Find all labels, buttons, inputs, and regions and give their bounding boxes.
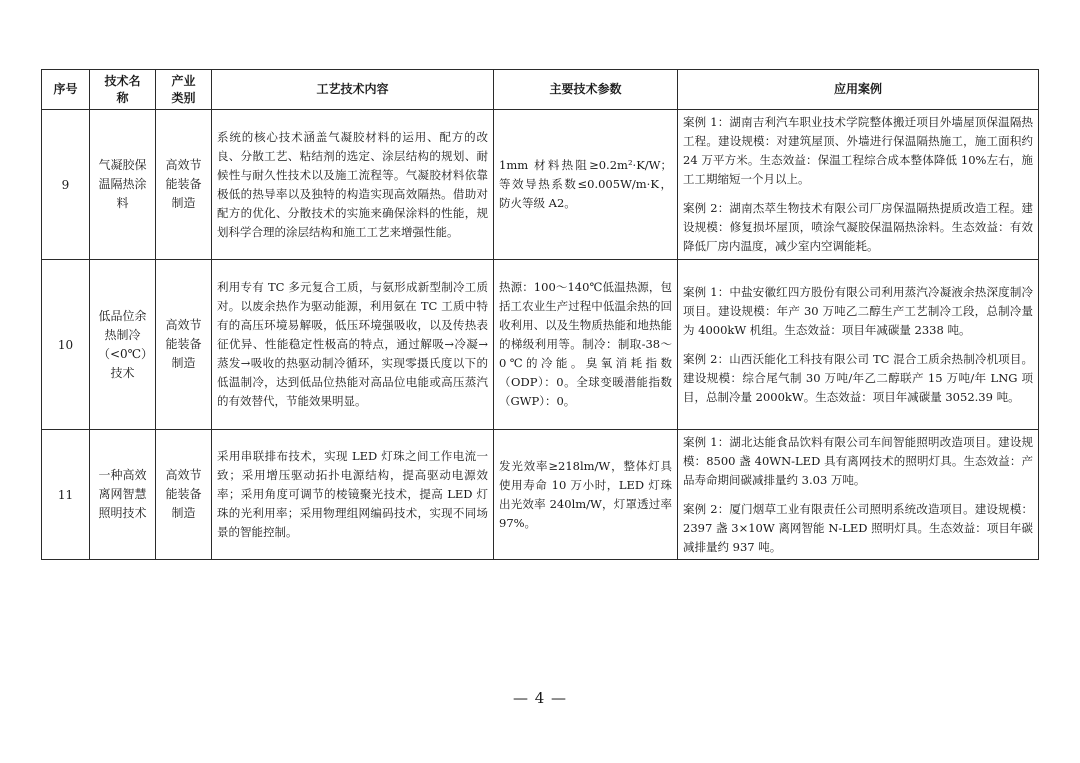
process-content: 利用专有 TC 多元复合工质，与氨形成新型制冷工质对。以废余热作为驱动能源，利用氨在 TC 工质中特有的高压环境易解吸，低压环境强吸收，以及传热表征优异、性能稳定性极高的特点，通过解吸→冷凝→蒸发→吸收的热驱动制冷循环，实现零摄氏度以下的低温制冷，达到低品位热能对高品位电能或高压蒸汽的有效替代，节能效果明显。 <box>212 260 494 430</box>
row-serial-number: 9 <box>42 110 90 260</box>
main-parameters: 发光效率≥218lm/W，整体灯具使用寿命 10 万小时，LED 灯珠出光效率 240lm/W，灯罩透过率 97%。 <box>494 430 678 560</box>
main-parameters: 热源：100～140℃低温热源，包括工农业生产过程中低温余热的回收利用、以及生物质热能和地热能的梯级利用等。制冷：制取-38～0℃的冷能。臭氧消耗指数（ODP）：0。全球变暖潜能指数（GWP）：0。 <box>494 260 678 430</box>
technology-name: 一种高效离网智慧照明技术 <box>90 430 156 560</box>
process-content: 系统的核心技术涵盖气凝胶材料的运用、配方的改良、分散工艺、粘结剂的选定、涂层结构的规划、耐候性与耐久性技术以及施工流程等。气凝胶材料依靠极低的热导率以及独特的构造实现高效隔热。借助对配方的优化、分散技术的实施来确保涂料的性能，规划科学合理的涂层结构和施工工艺来增强性能。 <box>212 110 494 260</box>
header-application-cases: 应用案例 <box>678 70 1039 110</box>
table-row <box>42 260 1039 430</box>
header-technology-name: 技术名称 <box>90 70 156 110</box>
header-industry-category: 产业类别 <box>156 70 212 110</box>
table-row <box>42 430 1039 560</box>
case-1: 案例 1：湖北达能食品饮料有限公司车间智能照明改造项目。建设规模：8500 盏 40WN-LED 具有离网技术的照明灯具。生态效益：产品寿命期间碳减排量约 3.03 万吨。 <box>683 434 1033 487</box>
technology-name: 气凝胶保温隔热涂料 <box>90 110 156 260</box>
table-row <box>42 110 1039 260</box>
case-2: 案例 2：湖南杰萃生物技术有限公司厂房保温隔热提质改造工程。建设规模：修复损坏屋顶，喷涂气凝胶保温隔热涂料。生态效益：有效降低厂房内温度，减少室内空调能耗。 <box>683 201 1033 253</box>
header-serial-number: 序号 <box>42 70 90 110</box>
header-main-parameters: 主要技术参数 <box>494 70 678 110</box>
application-cases <box>678 110 1039 260</box>
technology-name: 低品位余热制冷（<0℃）技术 <box>90 260 156 430</box>
industry-category: 高效节能装备制造 <box>156 110 212 260</box>
header-process-content: 工艺技术内容 <box>212 70 494 110</box>
case-1: 案例 1：湖南吉利汽车职业技术学院整体搬迁项目外墙屋顶保温隔热工程。建设规模：对建筑屋顶、外墙进行保温隔热施工，施工面积约 24 万平方米。生态效益：保温工程综合成本整体降低 10%左右，施工工期缩短一个月以上。 <box>683 115 1033 186</box>
case-1: 案例 1：中盐安徽红四方股份有限公司利用蒸汽冷凝液余热深度制冷项目。建设规模：年产 30 万吨乙二醇生产工艺制冷工段，总制冷量为 4000kW 机组。生态效益：项目年减碳量 2338 吨。 <box>683 284 1033 337</box>
row-serial-number: 11 <box>42 430 90 560</box>
industry-category: 高效节能装备制造 <box>156 260 212 430</box>
table-header-row <box>42 70 1039 110</box>
process-content: 采用串联排布技术，实现 LED 灯珠之间工作电流一致；采用增压驱动拓扑电源结构，提高驱动电源效率；采用角度可调节的棱镜聚光技术，提高 LED 灯珠的光利用率；采用物理组网编码技术，实现不同场景的智能控制。 <box>212 430 494 560</box>
industry-category: 高效节能装备制造 <box>156 430 212 560</box>
application-cases <box>678 430 1039 560</box>
application-cases <box>678 260 1039 430</box>
case-2: 案例 2：山西沃能化工科技有限公司 TC 混合工质余热制冷机项目。建设规模：综合尾气制 30 万吨/年乙二醇联产 15 万吨/年 LNG 项目，总制冷量 2000kW。生态效益：项目年减碳量 3052.39 吨。 <box>683 351 1033 404</box>
page-number: — 4 — <box>512 689 568 707</box>
case-2: 案例 2：厦门烟草工业有限责任公司照明系统改造项目。建设规模：2397 盏 3×10W 离网智能 N-LED 照明灯具。生态效益：项目年碳减排量约 937 吨。 <box>683 501 1033 554</box>
row-serial-number: 10 <box>42 260 90 430</box>
technology-table <box>41 69 1039 560</box>
main-parameters: 1mm 材料热阻≥0.2m²·K/W；等效导热系数≤0.005W/m·K，防火等级 A2。 <box>494 110 678 260</box>
